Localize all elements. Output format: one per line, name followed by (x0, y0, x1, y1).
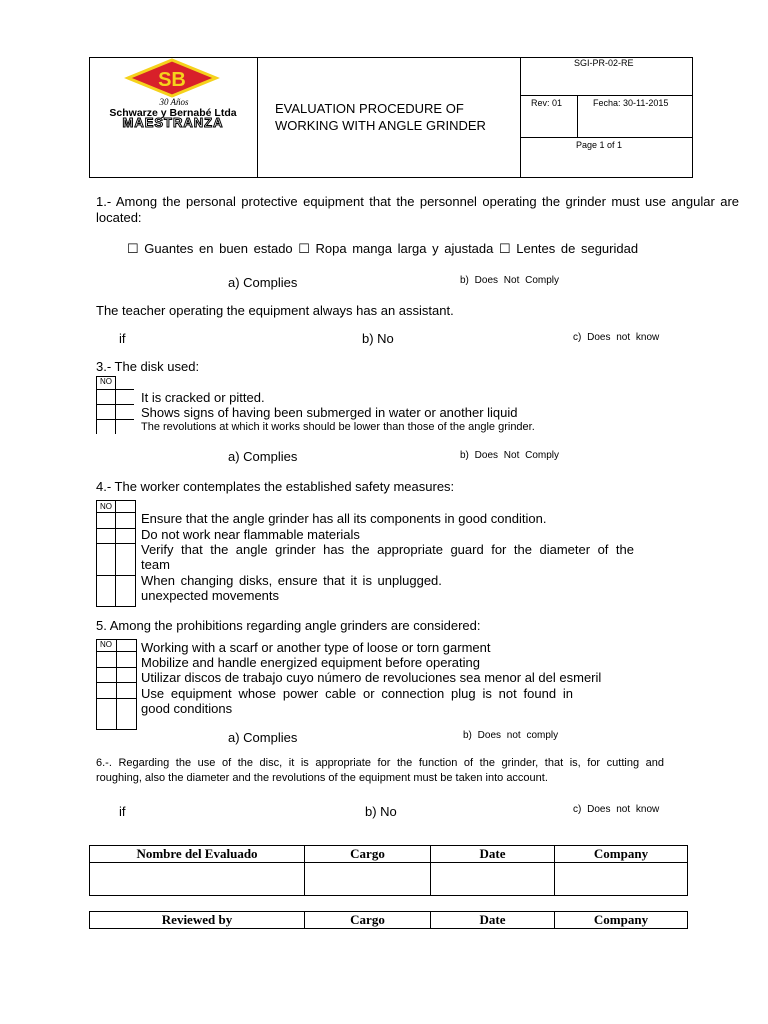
q5-option-complies[interactable]: a) Complies (228, 730, 298, 745)
q2-option-dont-know[interactable]: c) Does not know (573, 332, 660, 343)
logo-anniversary: 30 Años (159, 97, 189, 107)
reviewer-table (89, 911, 688, 929)
q5-item-4: Use equipment whose power cable or connection plug is not found in (141, 686, 573, 701)
evaluated-company-cell[interactable] (555, 863, 688, 896)
q4-item-2: Do not work near flammable materials (141, 527, 360, 542)
q4-item-1: Ensure that the angle grinder has all its components in good condition. (141, 511, 547, 526)
q4-no-label: NO (100, 502, 112, 511)
q4-item-4-cont: unexpected movements (141, 588, 280, 603)
evaluated-company-header: Company (555, 846, 688, 863)
question-6-text-line1: 6.-. Regarding the use of the disc, it is appropriate for the function of the grinder, that is, for cutting and (96, 757, 664, 769)
doc-page: Page 1 of 1 (576, 140, 623, 150)
q6-option-dont-know[interactable]: c) Does not know (573, 804, 660, 815)
q3-item-1: It is cracked or pitted. (141, 390, 265, 405)
q2-option-if[interactable]: if (119, 331, 126, 346)
q3-option-not-comply[interactable]: b) Does Not Comply (460, 450, 560, 461)
doc-code: SGI-PR-02-RE (574, 58, 634, 68)
logo-division: MAESTRANZA (122, 115, 224, 130)
doc-title-line1: EVALUATION PROCEDURE OF (275, 101, 464, 116)
logo-mark: SB (158, 69, 186, 91)
q1-option-not-comply[interactable]: b) Does Not Comply (460, 275, 560, 286)
logo-company-name: Schwarze y Bernabé Ltda (109, 107, 237, 119)
q6-option-no[interactable]: b) No (365, 804, 397, 819)
question-1-text: 1.- Among the personal protective equipment that the personnel operating the grinder must use angular are located: (96, 194, 739, 225)
question-4-text: 4.- The worker contemplates the established safety measures: (96, 479, 455, 494)
sb-logo-icon (92, 58, 255, 133)
question-1-items: ☐ Guantes en buen estado ☐ Ropa manga larga y ajustada ☐ Lentes de seguridad (127, 241, 639, 256)
doc-revision: Rev: 01 (531, 98, 563, 108)
q5-item-4-cont: good conditions (141, 701, 233, 716)
q5-item-3: Utilizar discos de trabajo cuyo número de revoluciones sea menor al del esmeril (141, 670, 602, 685)
question-6-text-line2: roughing, also the diameter and the revolutions of the equipment must be taken into account. (96, 772, 548, 784)
q3-option-complies[interactable]: a) Complies (228, 449, 298, 464)
evaluated-date-cell[interactable] (431, 863, 555, 896)
reviewer-company-header: Company (555, 912, 688, 929)
question-2-text: The teacher operating the equipment always has an assistant. (96, 303, 454, 318)
q1-option-complies[interactable]: a) Complies (228, 275, 298, 290)
q4-item-4: When changing disks, ensure that it is unplugged. (141, 573, 442, 588)
q5-no-label: NO (100, 640, 112, 649)
doc-title-line2: WORKING WITH ANGLE GRINDER (275, 118, 486, 133)
q3-item-2: Shows signs of having been submerged in water or another liquid (141, 405, 518, 420)
company-logo (92, 58, 255, 133)
reviewer-cargo-header: Cargo (305, 912, 431, 929)
reviewer-name-header: Reviewed by (90, 912, 305, 929)
evaluated-cargo-cell[interactable] (305, 863, 431, 896)
q6-option-if[interactable]: if (119, 804, 126, 819)
q3-no-label: NO (100, 377, 112, 386)
q4-item-3: Verify that the angle grinder has the appropriate guard for the diameter of the (141, 542, 634, 557)
evaluated-cargo-header: Cargo (305, 846, 431, 863)
doc-date: Fecha: 30-11-2015 (593, 98, 669, 108)
q5-item-1: Working with a scarf or another type of loose or torn garment (141, 640, 491, 655)
q4-item-3-cont: team (141, 557, 170, 572)
evaluated-table (89, 845, 688, 896)
evaluated-name-cell[interactable] (90, 863, 305, 896)
q5-option-not-comply[interactable]: b) Does not comply (463, 730, 559, 741)
evaluated-date-header: Date (431, 846, 555, 863)
question-5-text: 5. Among the prohibitions regarding angle grinders are considered: (96, 618, 481, 633)
reviewer-date-header: Date (431, 912, 555, 929)
q5-item-2: Mobilize and handle energized equipment before operating (141, 655, 480, 670)
evaluated-name-header: Nombre del Evaluado (90, 846, 305, 863)
question-3-text: 3.- The disk used: (96, 359, 200, 374)
q2-option-no[interactable]: b) No (362, 331, 394, 346)
q3-item-3: The revolutions at which it works should be lower than those of the angle grinder. (141, 421, 535, 433)
